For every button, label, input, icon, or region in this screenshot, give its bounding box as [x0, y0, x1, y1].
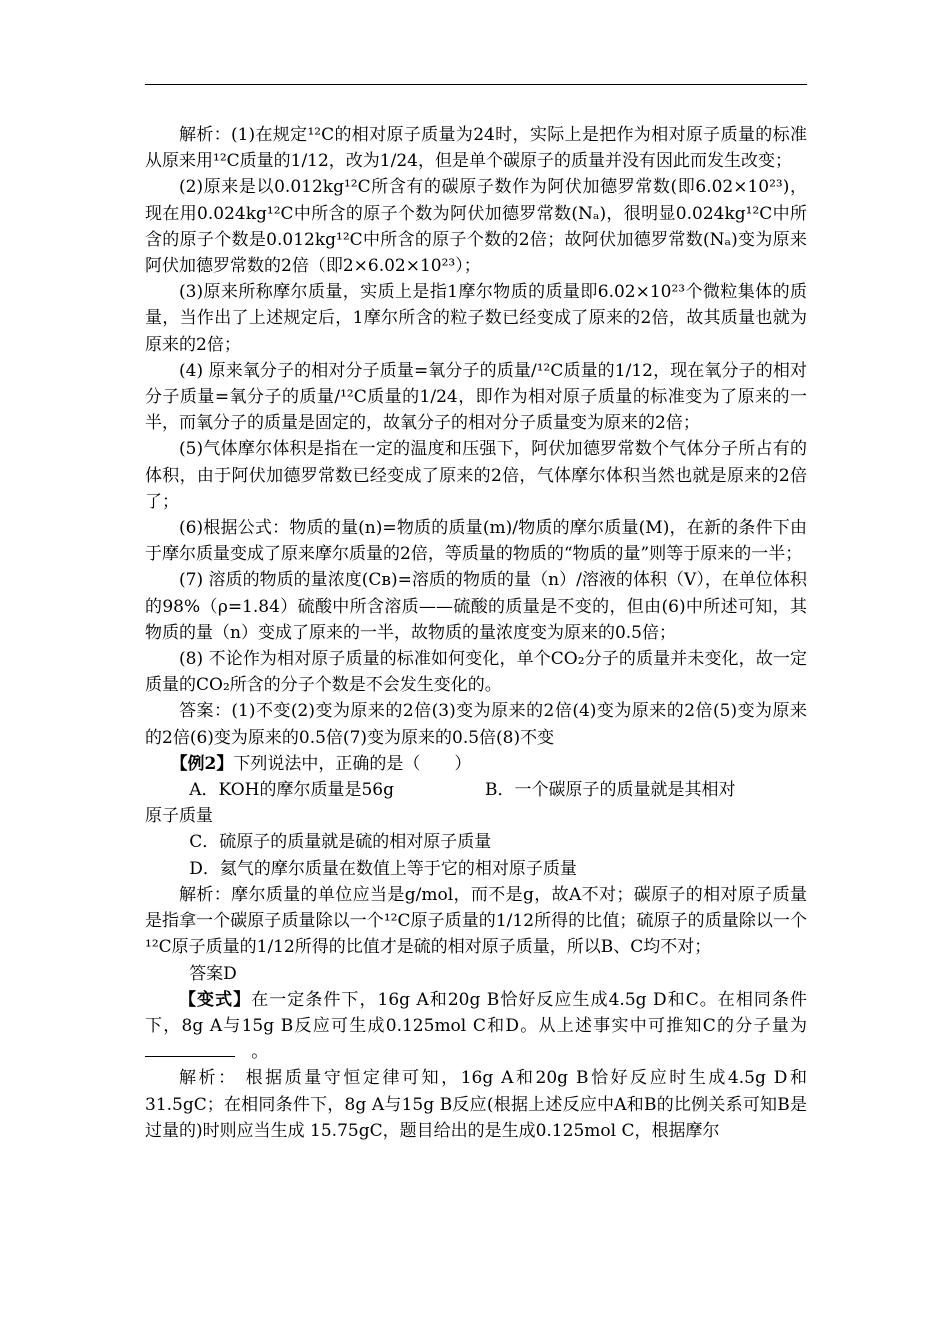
analysis-paragraph-4: (4) 原来氧分子的相对分子质量=氧分子的质量/¹²C质量的1/12，现在氧分子的相对分子质量=氧分子的质量/¹²C质量的1/24，即作为相对原子质量的标准变为了原来的一半，而氧分子的质量是固定的，故氧分子的相对分子质量变为原来的2倍；: [145, 360, 807, 434]
options-row-ab: [145, 777, 807, 803]
example-2-answer: 答案D: [189, 963, 237, 984]
example-2-label: 【例2】: [170, 753, 234, 774]
variant-label: 【变式】: [179, 989, 252, 1010]
variant-question-end: 。: [251, 1042, 269, 1063]
example-2-analysis: 解析：摩尔质量的单位应当是g/mol，而不是g，故A不对；碳原子的相对原子质量是指拿一个碳原子质量除以一个¹²C原子质量的1/12所得的比值；硫原子的质量除以一个¹²C原子质量的1/12所得的比值才是硫的相对原子质量，所以B、C均不对；: [145, 884, 807, 958]
analysis-paragraph-6: (6)根据公式：物质的量(n)=物质的质量(m)/物质的摩尔质量(M)，在新的条件下由于摩尔质量变成了原来摩尔质量的2倍，等质量的物质的“物质的量”则等于原来的一半；: [145, 518, 807, 565]
option-c: C．硫原子的质量就是硫的相对原子质量: [189, 832, 492, 853]
example-2-question-text: 下列说法中，正确的是（ ）: [233, 753, 472, 774]
variant-question-text: 在一定条件下，16g A和20g B恰好反应生成4.5g D和C。在相同条件下，8g A与15g B反应可生成0.125mol C和D。从上述事实中可推知C的分子量为: [145, 989, 807, 1036]
option-b-line2: 原子质量: [145, 806, 213, 827]
analysis-paragraph-5: (5)气体摩尔体积是指在一定的温度和压强下，阿伏加德罗常数个气体分子所占有的体积，由于阿伏加德罗常数已经变成了原来的2倍，气体摩尔体积当然也就是原来的2倍了；: [145, 439, 807, 512]
option-a: A．KOH的摩尔质量是56g: [189, 780, 394, 801]
answer-paragraph-1: 答案：(1)不变(2)变为原来的2倍(3)变为原来的2倍(4)变为原来的2倍(5)变为原来的2倍(6)变为原来的0.5倍(7)变为原来的0.5倍(8)不变: [145, 701, 807, 748]
analysis-paragraph-7: (7) 溶质的物质的量浓度(Cʙ)=溶质的物质的量（n）/溶液的体积（V），在单位体积的98%（ρ=1.84）硫酸中所含溶质——硫酸的质量是不变的，但由(6)中所述可知，其物质的量（n）变成了原来的一半，故物质的量浓度变为原来的0.5倍；: [145, 570, 807, 643]
variant-question: [145, 987, 807, 1066]
option-b-line1: B．一个碳原子的质量就是其相对: [485, 780, 736, 801]
analysis-paragraph-1: 解析：(1)在规定¹²C的相对原子质量为24时，实际上是把作为相对原子质量的标准从原来用¹²C质量的1/12，改为1/24，但是单个碳原子的质量并没有因此而发生改变；: [145, 125, 807, 172]
document-body: [145, 122, 807, 1144]
variant-analysis: 解析： 根据质量守恒定律可知，16g A和20g B恰好反应时生成4.5g D和31.5gC；在相同条件下，8g A与15g B反应(根据上述反应中A和B的比例关系可知B是过量的)时则应当生成 15.75gC，题目给出的是生成0.125mol C，根据摩尔: [145, 1068, 807, 1141]
analysis-paragraph-2: (2)原来是以0.012kg¹²C所含有的碳原子数作为阿伏加德罗常数(即6.02×10²³)，现在用0.024kg¹²C中所含的原子个数为阿伏加德罗常数(Nₐ)，很明显0.024kg¹²C中所含的原子个数是0.012kg¹²C中所含的原子个数的2倍；故阿伏加德罗常数(Nₐ)变为原来阿伏加德罗常数的2倍（即2×6.02×10²³）；: [145, 177, 807, 277]
analysis-paragraph-3: (3)原来所称摩尔质量，实质上是指1摩尔物质的质量即6.02×10²³个微粒集体的质量，当作出了上述规定后，1摩尔所含的粒子数已经变成了原来的2倍，故其质量也就为原来的2倍；: [145, 282, 807, 355]
analysis-paragraph-8: (8) 不论作为相对原子质量的标准如何变化，单个CO₂分子的质量并未变化，故一定质量的CO₂所含的分子个数是不会发生变化的。: [145, 649, 807, 696]
header-rule: [145, 84, 807, 85]
option-d: D．氦气的摩尔质量在数值上等于它的相对原子质量: [189, 858, 577, 879]
answer-blank: [145, 1040, 235, 1057]
example-2-question: [145, 751, 807, 777]
